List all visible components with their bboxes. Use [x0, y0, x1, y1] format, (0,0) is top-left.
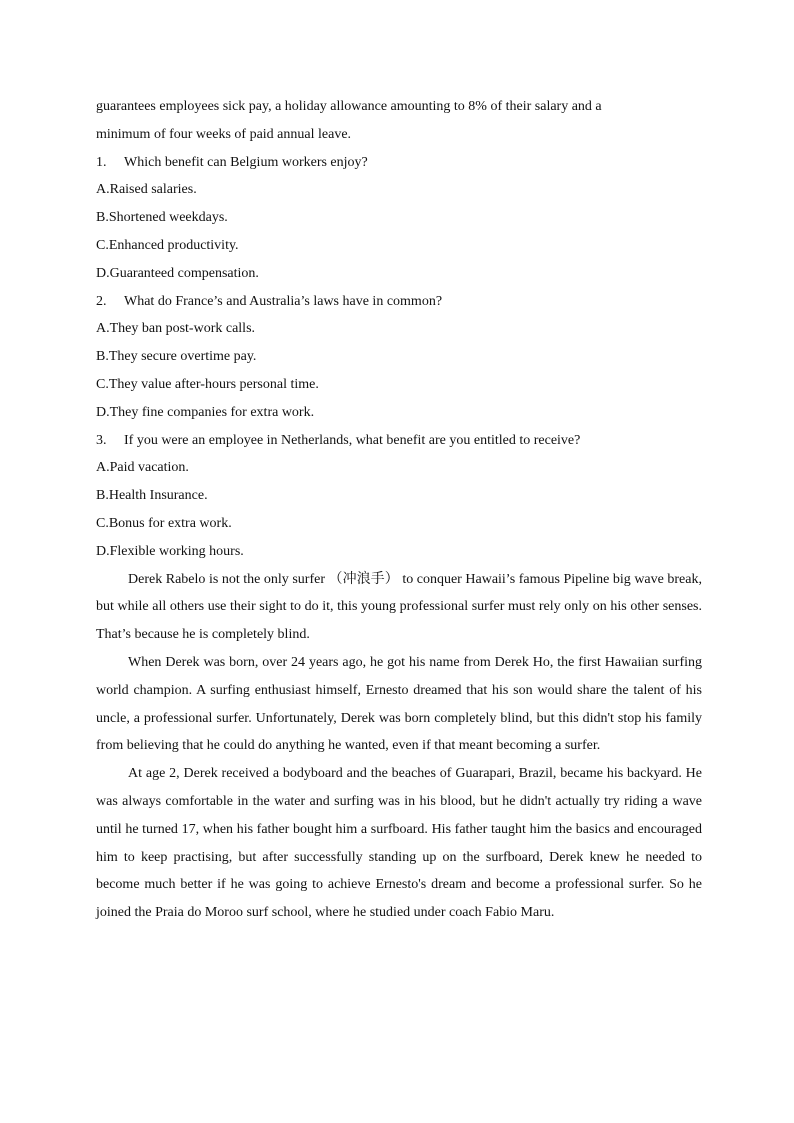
option-3b: B.Health Insurance.: [96, 488, 208, 504]
question-number: 3.: [96, 432, 107, 448]
option-1c: C.Enhanced productivity.: [96, 237, 239, 253]
question-number: 2.: [96, 293, 107, 309]
question-2: [96, 288, 702, 316]
question-text: Which benefit can Belgium workers enjoy?: [124, 154, 368, 170]
option-1d: D.Guaranteed compensation.: [96, 265, 259, 281]
intro-line-2: minimum of four weeks of paid annual leave.: [96, 126, 352, 142]
passage-paragraph-2: When Derek was born, over 24 years ago, he got his name from Derek Ho, the first Hawaiian surfing world champion. A surfing enthusiast himself, Ernesto dreamed that his son would share the talent of his uncle, a professional surfer. Unfortunately, Derek was born completely blind, but this didn't stop his family from believing that he could do anything he wanted, even if that meant becoming a surfer.: [96, 654, 702, 754]
passage-paragraph-3: At age 2, Derek received a bodyboard and the beaches of Guarapari, Brazil, became his backyard. He was always comfortable in the water and surfing was in his blood, but he didn't actually try riding a wave until he turned 17, when his father bought him a surfboard. His father taught him the basics and encouraged him to keep practising, but after successfully standing up on the surfboard, Derek knew he needed to become much better if he was going to achieve Ernesto's dream and become a professional surfer. So he joined the Praia do Moroo surf school, where he studied under coach Fabio Maru.: [96, 766, 702, 921]
question-text: If you were an employee in Netherlands, what benefit are you entitled to receive?: [124, 432, 581, 448]
option-1a: A.Raised salaries.: [96, 182, 197, 198]
option-3d: D.Flexible working hours.: [96, 543, 244, 559]
question-text: What do France’s and Australia’s laws have in common?: [124, 293, 443, 309]
option-2a: A.They ban post-work calls.: [96, 321, 256, 337]
passage-paragraph-1: Derek Rabelo is not the only surfer （冲浪手） to conquer Hawaii’s famous Pipeline big wave break, but while all others use their sight to do it, this young professional surfer must rely only on his other senses. That’s because he is completely blind.: [96, 571, 702, 643]
option-2d: D.They fine companies for extra work.: [96, 404, 315, 420]
question-number: 1.: [96, 154, 107, 170]
option-2c: C.They value after-hours personal time.: [96, 376, 319, 392]
intro-line-1: guarantees employees sick pay, a holiday allowance amounting to 8% of their salary and a: [96, 99, 602, 114]
option-3a: A.Paid vacation.: [96, 460, 189, 476]
option-3c: C.Bonus for extra work.: [96, 515, 232, 531]
option-2b: B.They secure overtime pay.: [96, 349, 257, 365]
page-content: [96, 93, 702, 927]
question-3: [96, 427, 702, 455]
option-1b: B.Shortened weekdays.: [96, 210, 228, 226]
question-1: [96, 149, 702, 177]
